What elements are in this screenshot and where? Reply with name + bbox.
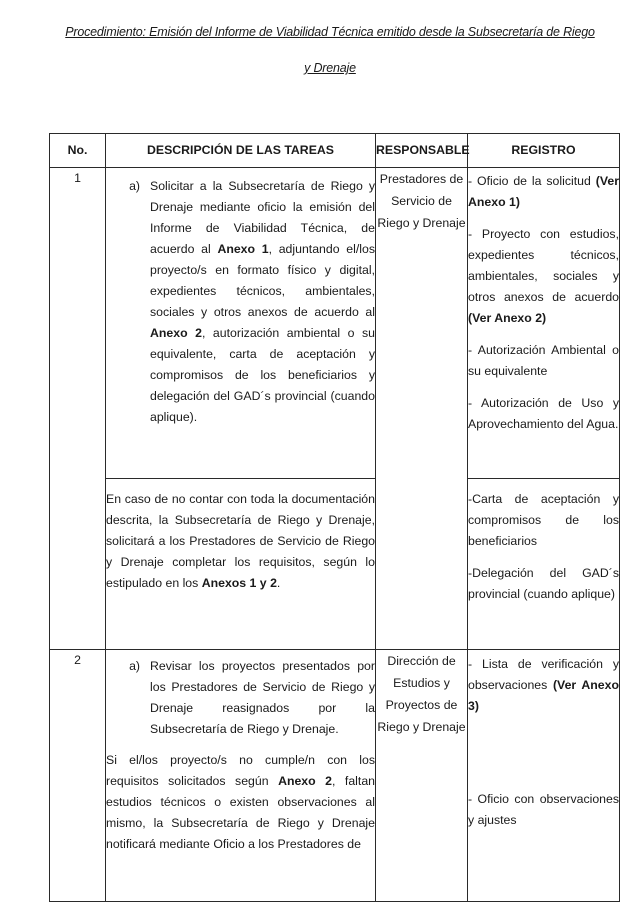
document-title: [50, 14, 610, 86]
task-item-label: a): [129, 659, 140, 673]
text-run: -Carta de aceptación y compromisos de los beneficiarios: [468, 492, 619, 548]
registro-item: [468, 393, 619, 435]
text-run: Solicitar a la Subsecretaría de Riego y Drenaje mediante oficio la emisión del Informe de Viabilidad Técnica, de acuerdo al: [150, 179, 375, 256]
header-responsable: RESPONSABLE: [376, 134, 468, 168]
row-number: 1: [50, 168, 106, 650]
text-run: - Autorización de Uso y Aprovechamiento del Agua.: [468, 396, 619, 431]
responsible: Prestadores de Servicio de Riego y Drenaje: [376, 168, 468, 650]
text-run: - Autorización Ambiental o su equivalente: [468, 343, 619, 378]
header-registro: REGISTRO: [468, 134, 620, 168]
task-item-text: Revisar los proyectos presentados por los Prestadores de Servicio de Riego y Drenaje reasignados por la Subsecretaría de Riego y Drenaje.: [150, 659, 375, 736]
text-run: Si el/los proyecto/s no cumple/n con los requisitos solicitados según: [106, 753, 375, 788]
task-description: [106, 650, 376, 902]
bold-run: Anexo 1: [217, 242, 269, 256]
registro-item: [468, 171, 619, 213]
text-run: - Oficio de la solicitud: [468, 174, 596, 188]
task-note: [106, 750, 375, 855]
text-run: .: [276, 576, 281, 590]
text-run: En caso de no contar con toda la documentación descrita, la Subsecretaría de Riego y Drenaje, solicitará a los Prestadores de Servicio de Riego y Drenaje completar los requisitos, según lo estipulado en los: [106, 492, 375, 590]
table-row: [50, 650, 620, 902]
row-number: 2: [50, 650, 106, 902]
text-run: , autorización ambiental o su equivalente, carta de aceptación y compromisos de los beneficiarios y delegación del GAD´s provincial (cuando aplique).: [150, 326, 375, 424]
task-item: [106, 176, 375, 428]
text-run: - Oficio con observaciones y ajustes: [468, 792, 619, 827]
task-item-label: a): [129, 179, 140, 193]
registro-cell: [468, 650, 620, 902]
table-header-row: [50, 134, 620, 168]
bold-run: Anexo 2: [150, 326, 202, 340]
text-run: - Proyecto con estudios, expedientes técnicos, ambientales, sociales y otros anexos de acuerdo: [468, 227, 619, 304]
registro-item: [468, 654, 619, 717]
registro-item: [468, 489, 619, 552]
bold-run: (Ver Anexo 3): [468, 678, 619, 713]
task-item-text: [150, 176, 375, 428]
registro-item: [468, 789, 619, 831]
responsible: Dirección de Estudios y Proyectos de Riego y Drenaje: [376, 650, 468, 902]
header-descripcion: DESCRIPCIÓN DE LAS TAREAS: [106, 134, 376, 168]
registro-item: [468, 340, 619, 382]
registro-cell: [468, 479, 620, 650]
title-line-1: Procedimiento: Emisión del Informe de Viabilidad Técnica emitido desde la Subsecretaría de Riego: [65, 25, 595, 39]
text-run: , adjuntando el/los proyecto/s en formato físico y digital, expedientes técnicos, ambientales, sociales y otros anexos de acuerdo al: [150, 242, 375, 319]
bold-run: Anexo 2: [278, 774, 332, 788]
bold-run: (Ver Anexo 1): [468, 174, 619, 209]
registro-item: [468, 563, 619, 605]
text-run: - Lista de verificación y observaciones: [468, 657, 619, 692]
text-run: , faltan estudios técnicos o existen observaciones al mismo, la Subsecretaría de Riego y Drenaje notificará mediante Oficio a los Prestadores de: [106, 774, 376, 851]
task-note: [106, 479, 376, 650]
table-row: [50, 168, 620, 479]
task-description: [106, 168, 376, 479]
table-row: [50, 479, 620, 650]
procedure-table: [49, 133, 620, 902]
task-item: [106, 656, 375, 740]
bold-run: (Ver Anexo 2): [468, 311, 547, 325]
text-run: -Delegación del GAD´s provincial (cuando aplique): [468, 566, 619, 601]
bold-run: Anexos 1 y 2: [201, 576, 277, 590]
title-line-2: y Drenaje: [304, 61, 356, 75]
header-no: No.: [50, 134, 106, 168]
registro-item: [468, 224, 619, 329]
registro-cell: [468, 168, 620, 479]
